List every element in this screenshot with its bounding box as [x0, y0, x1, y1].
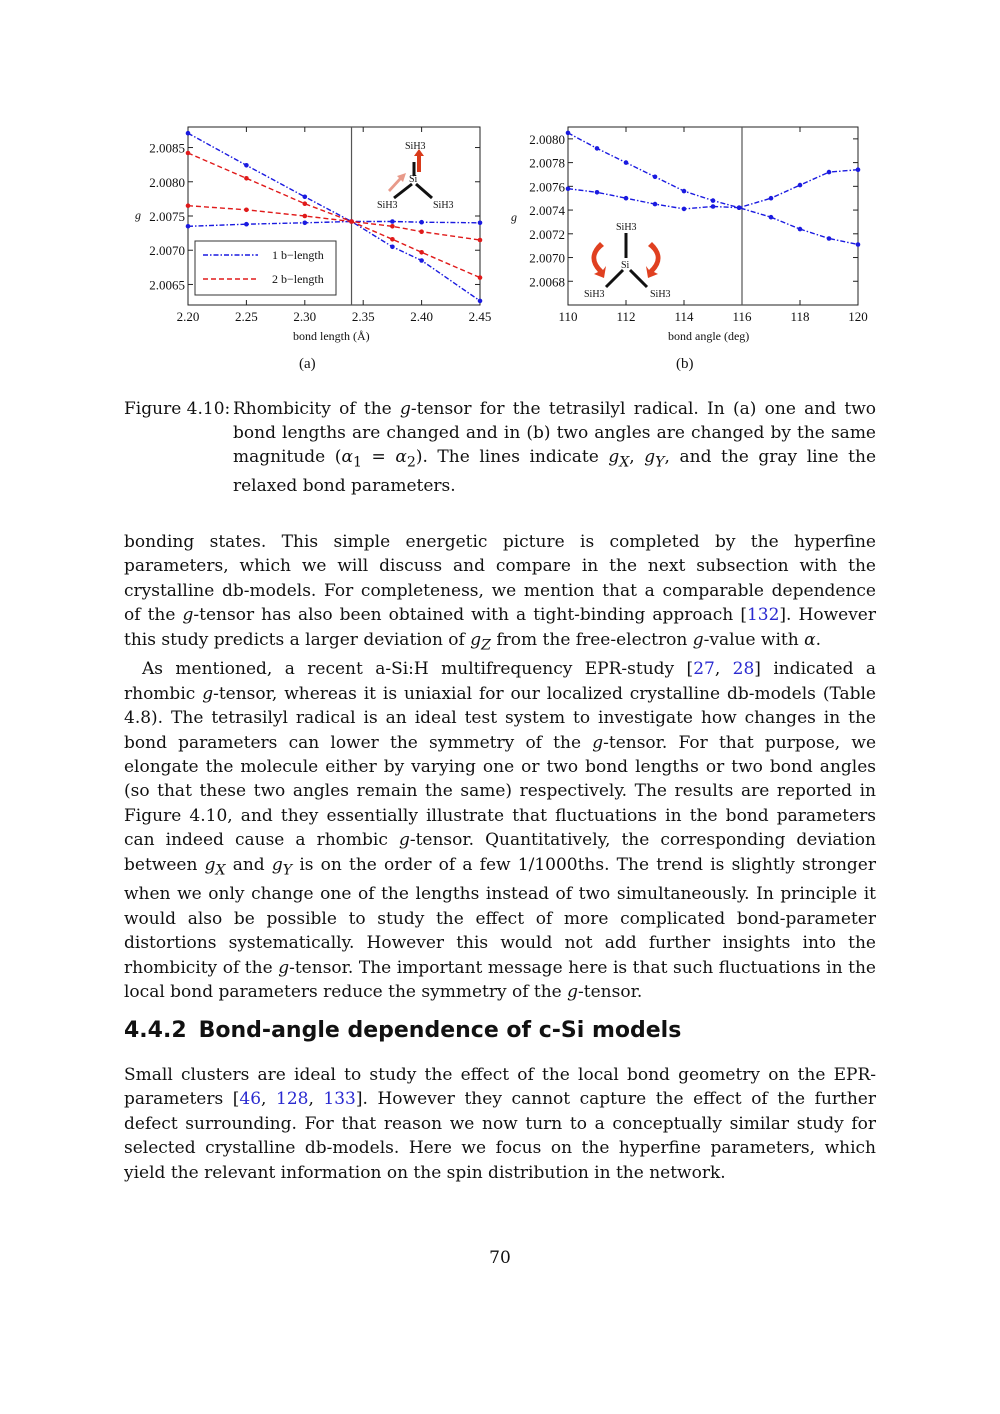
data-point [856, 242, 861, 247]
y-tick-label: 2.0074 [529, 203, 565, 219]
chart-b-ylabel: g [511, 210, 517, 224]
chart-b-ticks [529, 127, 868, 324]
x-tick-label: 120 [848, 309, 868, 324]
y-tick-label: 2.0076 [529, 179, 565, 195]
x-tick-label: 2.30 [293, 309, 317, 324]
paragraph-1: bonding states. This simple energetic picture is completed by the hyperfine parameters, which we will discuss and compare in the next subsection with the crystalline db-models. For completeness, we mention that a comparable dependence of the g-tensor has also been obtained with a tight-binding approach [132]. However this study predicts a larger deviation of $g_Z$ from the free-electron g-value with α. [124, 532, 876, 654]
molecule-b-diagram [584, 222, 671, 300]
data-point [478, 275, 483, 280]
chart-a-ylabel: g [135, 208, 141, 222]
panel-a-label: (a) [299, 356, 316, 372]
data-point [682, 189, 687, 194]
data-point [390, 237, 395, 242]
data-point [737, 205, 742, 210]
chart-a-xlabel: bond length (Å) [293, 329, 370, 343]
data-point [186, 131, 191, 136]
x-tick-label: 110 [558, 309, 578, 324]
citation-link[interactable]: 46 [239, 1089, 262, 1110]
section-number: 4.4.2 [124, 1018, 187, 1043]
citation-link[interactable]: 28 [732, 659, 755, 680]
data-point [390, 219, 395, 224]
data-point [478, 221, 483, 226]
x-tick-label: 118 [790, 309, 810, 324]
data-point [419, 250, 424, 255]
data-point [303, 201, 308, 206]
data-point [798, 183, 803, 188]
caption-text: Rhombicity of the g-tensor for the tetrasilyl radical. In (a) one and two bond lengths are changed and in (b) two angles are changed by the same magnitude $(\alpha_1 = \alpha_2)$. The lines indicate $g_X$, $g_Y$, and the gray line the relaxed bond parameters. [233, 399, 876, 497]
panel-b-label: (b) [676, 356, 694, 372]
data-point [390, 224, 395, 229]
y-tick-label: 2.0078 [529, 155, 565, 171]
molecule-a-right-label: SiH3 [433, 200, 454, 211]
molecule-a-center-label: Si [409, 174, 418, 185]
y-tick-label: 2.0070 [149, 243, 185, 259]
chart-b-xlabel: bond angle (deg) [668, 329, 750, 343]
x-tick-label: 114 [674, 309, 694, 324]
body-paragraphs-2 [124, 1063, 876, 1185]
legend-label-2: 2 b−length [272, 272, 324, 286]
x-tick-label: 116 [732, 309, 752, 324]
chart-b [511, 127, 868, 372]
molecule-a-top-label: SiH3 [405, 141, 426, 152]
section-heading [124, 1018, 681, 1043]
y-tick-label: 2.0065 [149, 277, 185, 293]
body-paragraphs [124, 530, 876, 1005]
figure-caption [124, 397, 876, 498]
data-point [349, 219, 354, 224]
data-point [244, 176, 249, 181]
y-tick-label: 2.0080 [149, 174, 185, 190]
data-point [624, 160, 629, 165]
data-point [244, 163, 249, 168]
data-point [419, 229, 424, 234]
x-tick-label: 2.20 [176, 309, 200, 324]
x-tick-label: 2.45 [468, 309, 492, 324]
data-point [624, 196, 629, 201]
data-point [711, 198, 716, 203]
citation-link[interactable]: 132 [746, 605, 780, 626]
data-point [303, 214, 308, 219]
x-tick-label: 2.25 [235, 309, 258, 324]
molecule-b-left-label: SiH3 [584, 289, 605, 300]
data-point [244, 208, 249, 213]
citation-link[interactable]: 128 [276, 1089, 309, 1110]
series-line [568, 133, 858, 245]
rotate-right-arrow-icon [646, 242, 661, 278]
data-point [390, 245, 395, 250]
data-point [303, 221, 308, 226]
y-tick-label: 2.0068 [529, 274, 565, 290]
data-point [827, 236, 832, 241]
y-tick-label: 2.0075 [149, 209, 185, 224]
chart-a [135, 127, 491, 372]
y-tick-label: 2.0085 [149, 140, 185, 156]
data-point [653, 202, 658, 207]
data-point [682, 207, 687, 212]
series-line [188, 222, 480, 227]
x-tick-label: 2.40 [410, 309, 433, 324]
data-point [478, 238, 483, 243]
series-line [568, 170, 858, 209]
chart-a-legend [195, 241, 336, 295]
y-tick-label: 2.0080 [529, 131, 565, 147]
section-title: Bond-angle dependence of c-Si models [198, 1018, 682, 1043]
data-point [798, 227, 803, 232]
data-point [595, 190, 600, 195]
paragraph-3: Small clusters are ideal to study the effect of the local bond geometry on the EPR-parameters [46, 128, 133]. However they cannot capture the effect of the further defect surrounding. For that reason we now turn to a conceptually similar study for selected crystalline db-models. Here we focus on the hyperfine parameters, which yield the relevant information on the spin distribution in the network. [124, 1065, 876, 1183]
chart-b-frame [568, 127, 858, 305]
data-point [566, 186, 571, 191]
data-point [478, 299, 483, 304]
molecule-a-diagram [377, 141, 454, 211]
data-point [856, 167, 861, 172]
x-tick-label: 2.35 [351, 309, 375, 324]
x-tick-label: 112 [616, 309, 636, 324]
molecule-b-center-label: Si [621, 260, 630, 271]
caption-label: Figure 4.10: [124, 399, 231, 419]
data-point [419, 220, 424, 225]
data-point [186, 224, 191, 229]
y-tick-label: 2.0072 [529, 226, 565, 242]
data-point [566, 131, 571, 136]
molecule-a-left-label: SiH3 [377, 200, 398, 211]
data-point [244, 222, 249, 227]
data-point [186, 203, 191, 208]
y-tick-label: 2.0070 [529, 250, 565, 266]
rotate-left-arrow-icon [591, 242, 606, 278]
data-point [419, 258, 424, 263]
data-point [769, 196, 774, 201]
paragraph-2: As mentioned, a recent a-Si:H multifrequency EPR-study [27, 28] indicated a rhombic g-tensor, whereas it is uniaxial for our localized crystalline db-models (Table 4.8). The tetrasilyl radical is an ideal test system to investigate how changes in the bond parameters can lower the symmetry of the g-tensor. For that purpose, we elongate the molecule either by varying one or two bond lengths or two bond angles (so that these two angles remain the same) respectively. The results are reported in Figure 4.10, and they essentially illustrate that fluctuations in the bond parameters can indeed cause a rhombic g-tensor. Quantitatively, the corresponding deviation between $g_X$ and $g_Y$ is on the order of a few 1/1000ths. The trend is slightly stronger when we only change one of the lengths instead of two simultaneously. In principle it would also be possible to study the effect of more complicated bond-parameter distortions systematically. However this would not add further insights into the rhombicity of the g-tensor. The important message here is that such fluctuations in the local bond parameters reduce the symmetry of the g-tensor. [124, 659, 877, 1003]
chart-b-series [566, 131, 861, 247]
data-point [711, 204, 716, 209]
figure-4-10 [0, 0, 1000, 400]
citation-link[interactable]: 133 [323, 1089, 356, 1110]
data-point [653, 175, 658, 180]
page-number: 70 [489, 1248, 511, 1268]
legend-label-1: 1 b−length [272, 248, 324, 262]
data-point [595, 146, 600, 151]
data-point [827, 170, 832, 175]
data-point [303, 195, 308, 200]
molecule-b-right-label: SiH3 [650, 289, 671, 300]
data-point [769, 215, 774, 220]
molecule-b-top-label: SiH3 [616, 222, 637, 233]
data-point [186, 151, 191, 156]
citation-link[interactable]: 27 [693, 659, 715, 680]
